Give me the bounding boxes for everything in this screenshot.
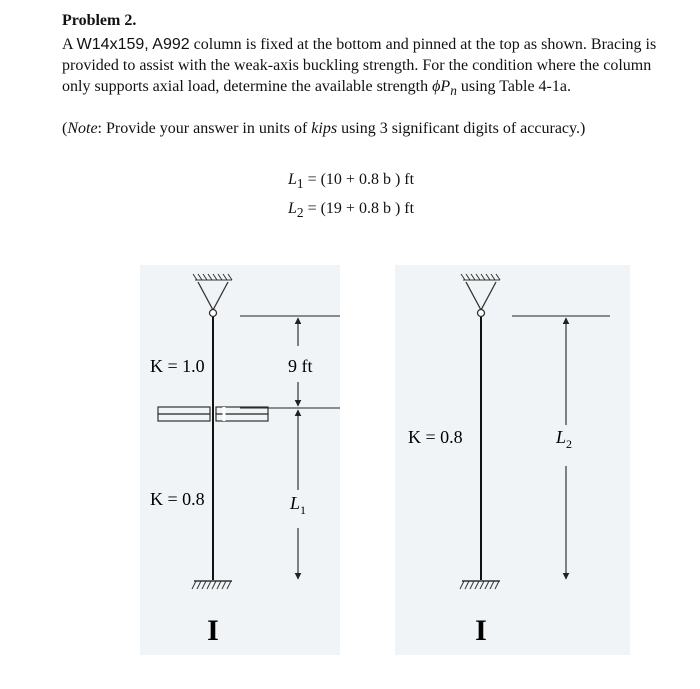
problem-statement: A W14x159, A992 column is fixed at the bottom and pinned at the top as shown. Bracing is provided to assist with the weak-axis buckling strength. For the condition where the column only supports axial load, determine the available strength $\phi P_n$ using Table 4-1a. [62,36,657,99]
equation-l2: $L_2 = (19 + 0.8$ b ) ft [288,200,415,221]
left-figure-background [140,265,340,655]
left-section-icon: I [207,614,219,647]
strength-symbol: ϕP [432,78,451,95]
right-section-icon: I [475,614,487,647]
left-dim-l1-label: $L_1$ [290,493,307,517]
equation-l1: $L_1 = (10 + 0.8$ b ) ft [288,171,415,192]
problem-title: Problem 2. [62,12,137,29]
right-dim-l2-label: $L_2$ [556,427,573,451]
right-figure-background [395,265,630,655]
left-k-top-label: K = 1.0 [150,356,205,376]
problem-note: (Note: Provide your answer in units of kips using 3 significant digits of accuracy.) [62,120,586,137]
right-k-label: K = 0.8 [408,427,463,447]
left-k-bottom-label: K = 0.8 [150,489,205,509]
section-designation: W14x159, A992 [76,36,190,53]
left-dim-top-label: 9 ft [288,356,313,376]
